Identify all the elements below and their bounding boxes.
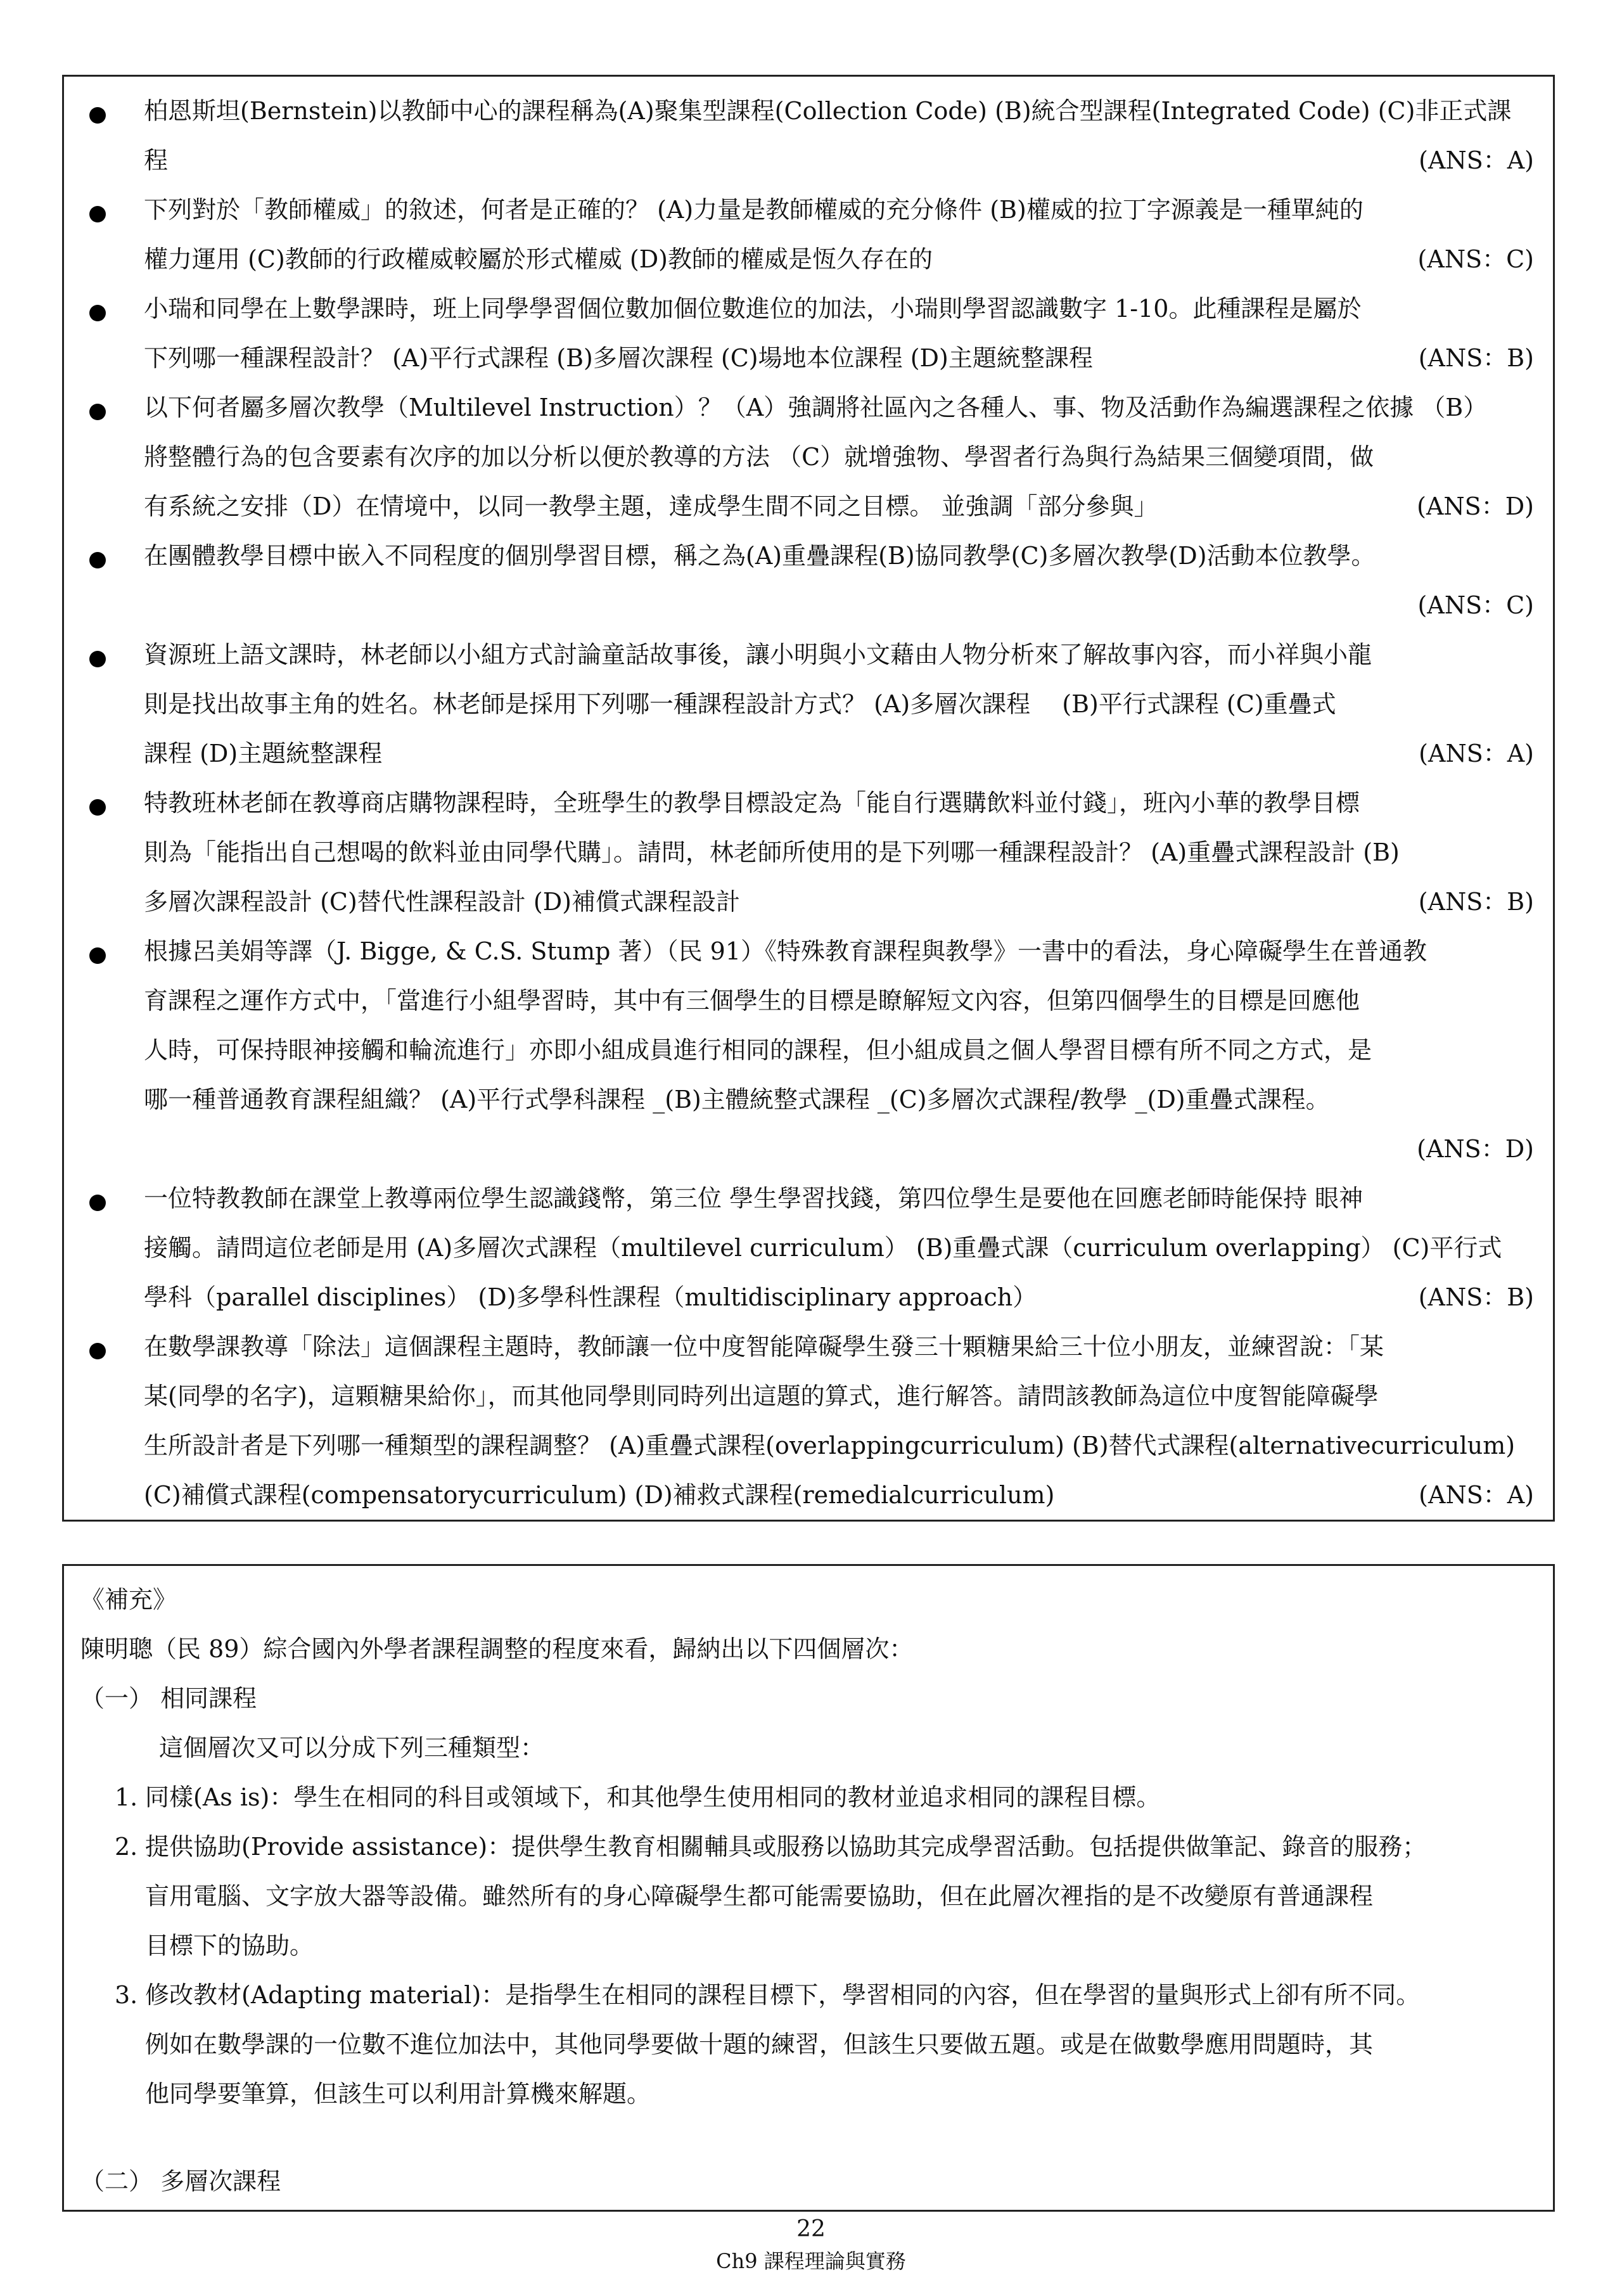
supplement-intro: 陳明聰（民 89）綜合國內外學者課程調整的程度來看，歸納出以下四個層次： <box>80 1635 914 1663</box>
section-heading: （一） 相同課程 <box>80 1684 257 1712</box>
bullet-icon <box>89 404 106 420</box>
question-line: 程 <box>144 146 169 174</box>
item-number: 2. <box>115 1833 138 1861</box>
bullet-icon <box>89 552 106 568</box>
answer-label: (ANS：B) <box>1418 1283 1534 1311</box>
item-line: 提供協助(Provide assistance)：提供學生教育相關輔具或服務以協助其完成學習活動。包括提供做筆記、錄音的服務； <box>145 1833 1427 1861</box>
section-subheading: 這個層次又可以分成下列三種類型： <box>159 1734 545 1762</box>
answer-label: (ANS：A) <box>1419 1481 1534 1509</box>
item-number: 1. <box>115 1783 138 1811</box>
question-line: 權力運用 (C)教師的行政權威較屬於形式權威 (D)教師的權威是恆久存在的 <box>144 245 933 273</box>
question-line: 將整體行為的包含要素有次序的加以分析以便於教導的方法 （C）就增強物、學習者行為與行為結果三個變項間，做 <box>144 443 1374 471</box>
item-line: 修改教材(Adapting material)：是指學生在相同的課程目標下，學習相同的內容，但在學習的量與形式上卻有所不同。 <box>145 1981 1421 2009</box>
answer-label: (ANS：B) <box>1418 888 1534 916</box>
item-number: 3. <box>115 1981 138 2009</box>
question-line: 小瑞和同學在上數學課時，班上同學學習個位數加個位數進位的加法，小瑞則學習認識數字 1-10。此種課程是屬於 <box>144 295 1362 323</box>
question-line: 資源班上語文課時，林老師以小組方式討論童話故事後，讓小明與小文藉由人物分析來了解故事內容，而小祥與小龍 <box>144 641 1372 669</box>
item-line: 同樣(As is)：學生在相同的科目或領域下，和其他學生使用相同的教材並追求相同的課程目標。 <box>145 1783 1161 1811</box>
question-line: 學科（parallel disciplines） (D)多學科性課程（multidisciplinary approach） <box>144 1283 1037 1311</box>
bullet-icon <box>89 206 106 222</box>
bullet-icon <box>89 651 106 667</box>
question-line: 則是找出故事主角的姓名。林老師是採用下列哪一種課程設計方式？ (A)多層次課程 (B)平行式課程 (C)重疊式 <box>144 690 1336 718</box>
question-line: 下列對於「教師權威」的敘述，何者是正確的？ (A)力量是教師權威的充分條件 (B)權威的拉丁字源義是一種單純的 <box>144 196 1363 224</box>
question-line: 育課程之運作方式中，「當進行小組學習時，其中有三個學生的目標是瞭解短文內容，但第四個學生的目標是回應他 <box>144 987 1360 1015</box>
question-line: 以下何者屬多層次教學（Multilevel Instruction）？（A）強調將社區內之各種人、事、物及活動作為編選課程之依據 （B） <box>144 394 1488 421</box>
item-line: 目標下的協助。 <box>145 1932 314 1959</box>
answer-label: (ANS：D) <box>1417 492 1534 520</box>
item-line: 盲用電腦、文字放大器等設備。雖然所有的身心障礙學生都可能需要協助，但在此層次裡指的是不改變原有普通課程 <box>145 1882 1374 1910</box>
question-line: 一位特教教師在課堂上教導兩位學生認識錢幣，第三位 學生學習找錢，第四位學生是要他在回應老師時能保持 眼神 <box>144 1184 1363 1212</box>
question-line: 人時，可保持眼神接觸和輪流進行」亦即小組成員進行相同的課程，但小組成員之個人學習目標有所不同之方式，是 <box>144 1036 1372 1064</box>
bullet-icon <box>89 799 106 816</box>
question-line: 多層次課程設計 (C)替代性課程設計 (D)補償式課程設計 <box>144 888 741 916</box>
bullet-icon <box>89 305 106 321</box>
item-line: 例如在數學課的一位數不進位加法中，其他同學要做十題的練習，但該生只要做五題。或是在做數學應用問題時，其 <box>145 2030 1374 2058</box>
answer-label: (ANS：A) <box>1419 740 1534 767</box>
answer-label: (ANS：B) <box>1418 344 1534 372</box>
answer-label: (ANS：C) <box>1417 591 1534 619</box>
question-line: 根據呂美娟等譯（J. Bigge, & C.S. Stump 著）（民 91）《特殊教育課程與教學》一書中的看法，身心障礙學生在普通教 <box>144 937 1427 965</box>
answer-label: (ANS：C) <box>1417 245 1534 273</box>
question-list-box <box>62 75 1555 1522</box>
question-line: (C)補償式課程(compensatorycurriculum) (D)補救式課程(remedialcurriculum) <box>144 1481 1055 1509</box>
question-line: 在團體教學目標中嵌入不同程度的個別學習目標，稱之為(A)重疊課程(B)協同教學(C)多層次教學(D)活動本位教學。 <box>144 542 1376 570</box>
page-number: 22 <box>796 2216 826 2242</box>
question-line: 下列哪一種課程設計？ (A)平行式課程 (B)多層次課程 (C)場地本位課程 (D)主題統整課程 <box>144 344 1093 372</box>
question-line: 特教班林老師在教導商店購物課程時，全班學生的教學目標設定為「能自行選購飲料並付錢」，班內小華的教學目標 <box>144 789 1360 817</box>
chapter-footer: Ch9 課程理論與實務 <box>716 2249 906 2273</box>
question-line: 生所設計者是下列哪一種類型的課程調整？ (A)重疊式課程(overlappingcurriculum) (B)替代式課程(alternativecurriculum) <box>144 1432 1516 1459</box>
question-line: 柏恩斯坦(Bernstein)以教師中心的課程稱為(A)聚集型課程(Collection Code) (B)統合型課程(Integrated Code) (C)非正式課 <box>144 97 1512 125</box>
section-heading: （二） 多層次課程 <box>80 2167 281 2195</box>
bullet-icon <box>89 1343 106 1359</box>
item-line: 他同學要筆算，但該生可以利用計算機來解題。 <box>145 2080 651 2108</box>
supplement-heading: 《補充》 <box>80 1586 177 1613</box>
answer-label: (ANS：A) <box>1419 146 1534 174</box>
bullet-icon <box>89 107 106 124</box>
question-line: 哪一種普通教育課程組織？ (A)平行式學科課程 _(B)主體統整式課程 _(C)多層次式課程/教學 _(D)重疊式課程。 <box>144 1086 1330 1113</box>
question-line: 在數學課教導「除法」這個課程主題時，教師讓一位中度智能障礙學生發三十顆糖果給三十位小朋友，並練習說：「某 <box>144 1333 1384 1361</box>
answer-label: (ANS：D) <box>1417 1135 1534 1163</box>
question-line: 課程 (D)主題統整課程 <box>144 740 383 767</box>
question-line: 有系統之安排（D）在情境中，以同一教學主題，達成學生間不同之目標。 並強調「部分參與」 <box>144 492 1158 520</box>
bullet-icon <box>89 1195 106 1211</box>
question-line: 接觸。請問這位老師是用 (A)多層次式課程（multilevel curriculum） (B)重疊式課（curriculum overlapping） (C)平行式 <box>144 1234 1502 1262</box>
bullet-icon <box>89 947 106 964</box>
question-line: 某(同學的名字)，這顆糖果給你」，而其他同學則同時列出這題的算式，進行解答。請問該教師為這位中度智能障礙學 <box>144 1382 1379 1410</box>
question-line: 則為「能指出自己想喝的飲料並由同學代購」。請問，林老師所使用的是下列哪一種課程設計？ (A)重疊式課程設計 (B) <box>144 838 1400 866</box>
supplement-box <box>62 1564 1555 2212</box>
